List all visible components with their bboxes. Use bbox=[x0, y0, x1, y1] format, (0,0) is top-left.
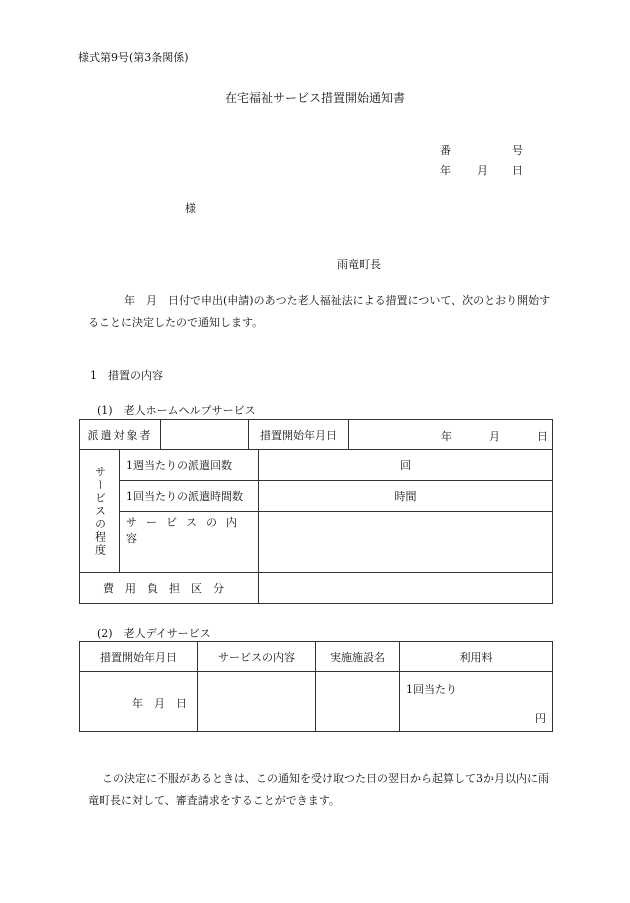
dispatch-target-value[interactable] bbox=[161, 420, 249, 450]
cost-burden-value[interactable] bbox=[259, 573, 553, 604]
addressee-suffix: 様 bbox=[185, 202, 196, 215]
facility-name-cell[interactable] bbox=[316, 672, 400, 732]
form-number-label: 様式第9号(第3条関係) bbox=[78, 51, 189, 64]
reference-number-suffix: 号 bbox=[512, 144, 523, 157]
weekly-dispatch-count-label: 1週当たりの派遣回数 bbox=[120, 450, 259, 481]
usage-fee-cell[interactable] bbox=[400, 672, 553, 732]
issue-date-month: 月 bbox=[477, 164, 488, 177]
subsection-heading-home-help: (1) 老人ホームヘルプサービス bbox=[97, 404, 256, 417]
start-date-day: 日 bbox=[537, 430, 548, 443]
service-content-value[interactable] bbox=[259, 512, 553, 573]
start-date-month: 月 bbox=[489, 430, 500, 443]
service-degree-label: サービスの程度 bbox=[80, 450, 120, 573]
fee-unit-yen: 円 bbox=[535, 712, 546, 725]
service-content-cell[interactable] bbox=[198, 672, 316, 732]
start-date-placeholder: 年 月 日 bbox=[132, 697, 187, 710]
start-date-label: 措置開始年月日 bbox=[249, 420, 349, 450]
issuer-name: 雨竜町長 bbox=[337, 258, 381, 271]
service-content-label: サービスの内容 bbox=[120, 512, 259, 573]
fee-per-visit-label: 1回当たり bbox=[406, 683, 457, 696]
day-service-table bbox=[79, 641, 553, 732]
issue-date-day: 日 bbox=[512, 164, 523, 177]
home-help-table bbox=[79, 419, 553, 604]
start-date-value[interactable] bbox=[349, 420, 553, 450]
cost-burden-label: 費用負担区分 bbox=[80, 573, 259, 604]
column-header-service-content: サービスの内容 bbox=[198, 642, 316, 672]
section-heading-measures: 1 措置の内容 bbox=[90, 369, 163, 382]
dispatch-hours-label: 1回当たりの派遣時間数 bbox=[120, 481, 259, 512]
reference-number-label: 番 bbox=[440, 144, 451, 157]
subsection-heading-day-service: (2) 老人デイサービス bbox=[97, 627, 211, 640]
issue-date-year: 年 bbox=[440, 164, 451, 177]
start-date-cell[interactable] bbox=[80, 672, 198, 732]
document-title: 在宅福祉サービス措置開始通知書 bbox=[224, 91, 405, 105]
column-header-facility-name: 実施施設名 bbox=[316, 642, 400, 672]
dispatch-target-label: 派遣対象者 bbox=[80, 420, 161, 450]
appeal-notice: この決定に不服があるときは、この通知を受け取つた日の翌日から起算して3か月以内に雨竜町長に対して、審査請求をすることができます。 bbox=[88, 772, 549, 807]
weekly-dispatch-count-unit: 回 bbox=[259, 450, 553, 481]
column-header-usage-fee: 利用料 bbox=[400, 642, 553, 672]
start-date-year: 年 bbox=[441, 430, 452, 443]
notification-body: 年 月 日付で申出(申請)のあつた老人福祉法による措置について、次のとおり開始することに決定したので通知します。 bbox=[88, 294, 551, 329]
column-header-start-date: 措置開始年月日 bbox=[80, 642, 198, 672]
dispatch-hours-unit: 時間 bbox=[259, 481, 553, 512]
